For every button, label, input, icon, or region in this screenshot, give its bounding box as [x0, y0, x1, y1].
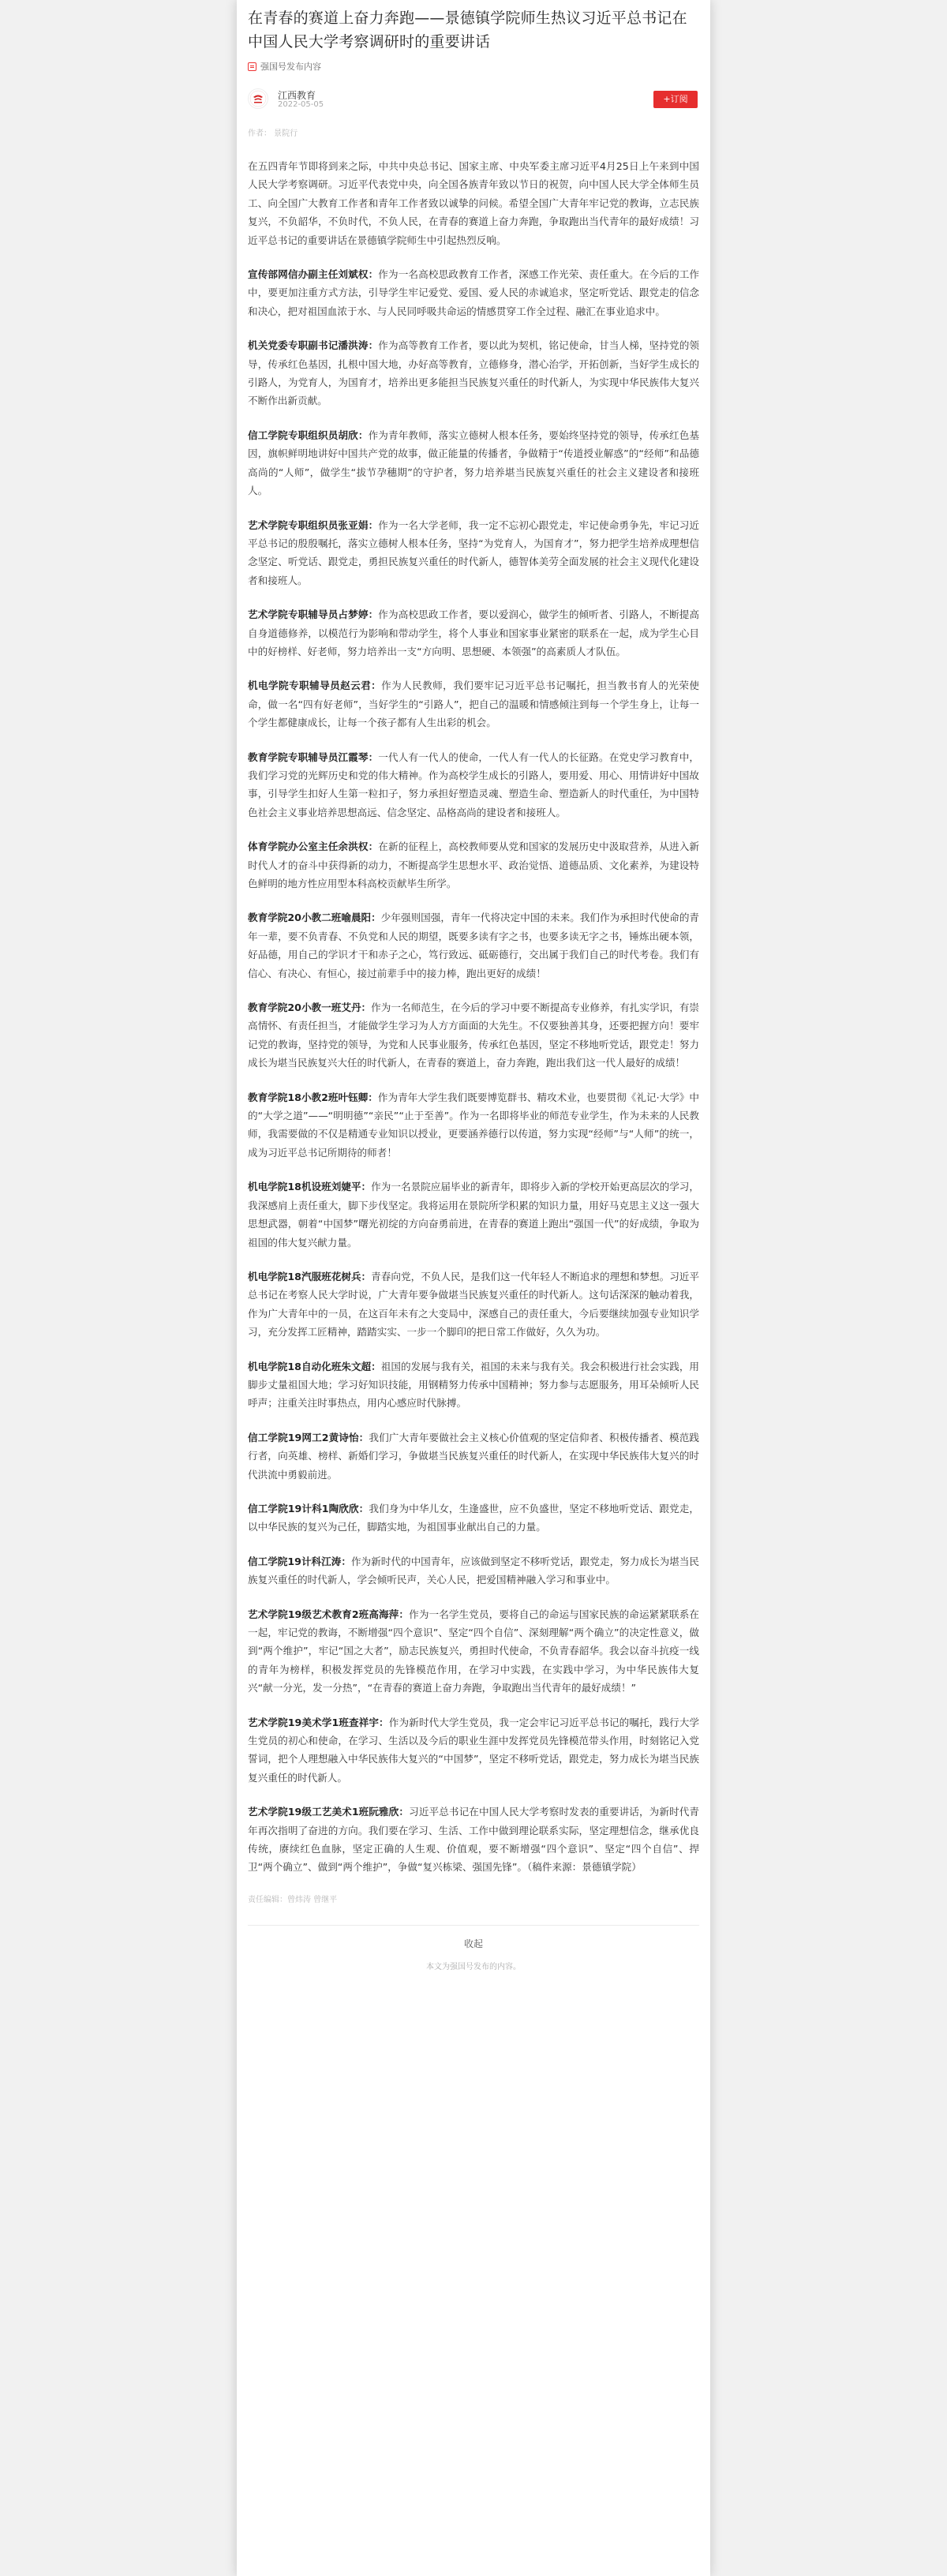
comment-text: 在新的征程上，高校教师要从党和国家的发展历史中汲取营养，从进入新时代人才的奋斗中获得新的动力，不断提高学生思想水平、政治觉悟、道德品质、文化素养，为建设特色鲜明的地方性应用型本科高校贡献毕生所学。: [248, 841, 700, 889]
speaker-name: 艺术学院19级艺术教育2班高海萍：: [248, 1608, 410, 1620]
author-row: [248, 87, 699, 112]
divider: [248, 1925, 699, 1926]
comment-paragraph: [248, 1178, 699, 1252]
speaker-name: 机电学院18自动化班朱文超：: [248, 1360, 381, 1372]
comment-paragraph: [248, 1500, 699, 1537]
speaker-name: 机电学院专职辅导员赵云君：: [248, 680, 382, 692]
comment-text: 作为一名大学老师，我一定不忘初心跟党走，牢记使命勇争先，牢记习近平总书记的殷殷嘱托，落实立德树人根本任务，坚持“为党育人，为国育才”，努力把学生培养成理想信念坚定、听党话、跟党走，勇担民族复兴重任的时代新人，德智体美劳全面发展的社会主义现代化建设者和接班人。: [248, 519, 700, 586]
comment-text: 习近平总书记在中国人民大学考察时发表的重要讲话，为新时代青年再次指明了奋进的方向。我们要在学习、生活、工作中做到理论联系实际，坚定理想信念，继承优良传统，赓续红色血脉，坚定正确的人生观、价值观，要不断增强“四个意识”、坚定“四个自信”、捍卫“两个确立”、做到“两个维护”，争做“复兴栋梁、强国先锋”。（稿件来源：景德镇学院）: [248, 1806, 699, 1874]
comment-text: 作为一名高校思政教育工作者，深感工作光荣、责任重大。在今后的工作中，要更加注重方式方法，引导学生牢记爱党、爱国、爱人民的赤诚追求，坚定听党话、跟党走的信念和决心，把对祖国血浓于水、与人民同呼吸共命运的情感贯穿工作全过程、融汇在事业追求中。: [248, 268, 700, 317]
document-icon: [248, 62, 256, 71]
comment-paragraph: [248, 1088, 699, 1163]
speaker-name: 体育学院办公室主任余洪权：: [248, 841, 379, 853]
speaker-name: 信工学院19网工2黄诗怡：: [248, 1431, 369, 1443]
comment-text: 作为人民教师，我们要牢记习近平总书记嘱托，担当教书育人的光荣使命，做一名“四有好老师”，当好学生的“引路人”，把自己的温暖和情感倾注到每一个学生身上，让每一个学生都健康成长，让每一个孩子都有人生出彩的机会。: [248, 680, 700, 729]
comment-paragraph: [248, 837, 699, 893]
comment-paragraph: [248, 265, 699, 320]
publish-date: 2022-05-05: [278, 100, 324, 109]
comment-text: 祖国的发展与我有关，祖国的未来与我有关。我会积极进行社会实践，用脚步丈量祖国大地；学习好知识技能，用钢精努力传承中国精神；努力参与志愿服务，用耳朵倾听人民呼声；注重关注时事热点，用内心感应时代脉搏。: [248, 1360, 700, 1410]
comment-paragraph: [248, 1428, 699, 1484]
comment-paragraph: [248, 998, 699, 1073]
comment-text: 作为一名景院应届毕业的新青年，即将步入新的学校开始更高层次的学习，我深感肩上责任重大，脚下步伐坚定。我将运用在景院所学积累的知识力量，用好马克思主义这一强大思想武器，朝着“中国梦”曙光初绽的方向奋勇前进，在青春的赛道上跑出“强国一代”的好成绩，争取为祖国的伟大复兴献力量。: [248, 1181, 699, 1249]
speaker-name: 机关党委专职副书记潘洪涛：: [248, 339, 379, 352]
article-page: [237, 0, 710, 2576]
speaker-name: 艺术学院19美术学1班查祥宇：: [248, 1716, 389, 1728]
comment-text: 作为青年大学生我们既要博览群书、精攻术业，也要贯彻《礼记·大学》中的“大学之道”——“明明德”“亲民”“止于至善”。作为一名即将毕业的师范专业学生，作为未来的人民教师，我需要做的不仅是精通专业知识以授业，更要涵养德行以传道，努力实现“经师”与“人师”的统一，成为习近平总书记所期待的师者！: [248, 1091, 699, 1159]
comment-text: 我们广大青年要做社会主义核心价值观的坚定信仰者、积极传播者、模范践行者，向英雄、榜样、新婚们学习，争做堪当民族复兴重任的时代新人，在实现中华民族伟大复兴的时代洪流中勇毅前进。: [248, 1431, 700, 1481]
comment-paragraph: [248, 1357, 699, 1413]
speaker-name: 教育学院18小教2班叶钰卿：: [248, 1091, 378, 1103]
intro-paragraph: 在五四青年节即将到来之际，中共中央总书记、国家主席、中央军委主席习近平4月25日上午来到中国人民大学考察调研。习近平代表党中央，向全国各族青年致以节日的祝贺，向中国人民大学全体师生员工、向全国广大教育工作者和青年工作者致以诚挚的问候。希望全国广大青年牢记党的教诲，立志民族复兴，不负韶华，不负时代，不负人民，在青春的赛道上奋力奔跑，争取跑出当代青年的最好成绩！习近平总书记的重要讲话在景德镇学院师生中引起热烈反响。: [248, 160, 699, 246]
article-body: [248, 157, 699, 1877]
editor-line: 责任编辑：曾炜涛 曾继平: [248, 1895, 338, 1904]
comment-paragraph: [248, 1713, 699, 1788]
comment-paragraph: [248, 336, 699, 410]
comment-text: 作为青年教师，落实立德树人根本任务，要始终坚持党的领导，传承红色基因，旗帜鲜明地讲好中国共产党的故事，做正能量的传播者，争做精于“传道授业解惑”的“经师”和品德高尚的“人师”，做学生“拔节孕穗期”的守护者，努力培养堪当民族复兴重任的社会主义建设者和接班人。: [248, 429, 700, 497]
speaker-name: 艺术学院19级工艺美术1班阮雅欣：: [248, 1806, 410, 1818]
source-label: 强国号发布内容: [260, 62, 321, 72]
comment-paragraph: [248, 1267, 699, 1342]
source-row: [248, 60, 699, 73]
comment-text: 作为高等教育工作者，要以此为契机，铭记使命，甘当人梯，坚持党的领导，传承红色基因，扎根中国大地，办好高等教育，立德修身，潜心治学，开拓创新，当好学生成长的引路人，为党育人，为国育才，培养出更多能担当民族复兴重任的时代新人，为实现中华民族伟大复兴不断作出新贡献。: [248, 339, 700, 407]
speaker-name: 宣传部网信办副主任刘斌权：: [248, 268, 379, 281]
comment-text: 少年强则国强，青年一代将决定中国的未来。我们作为承担时代使命的青年一辈，要不负青春、不负党和人民的期望，既要多读有字之书，也要多读无字之书，锤炼出硬本领，好品德，用自己的学识才干和赤子之心，笃行致远、砥砺德行，交出属于我们自己的时代考卷。我们有信心、有决心、有恒心，接过前辈手中的接力棒，跑出更好的成绩！: [248, 912, 700, 979]
speaker-name: 艺术学院专职辅导员占梦婷：: [248, 608, 379, 621]
comment-paragraph: [248, 1552, 699, 1589]
comment-paragraph: [248, 1803, 699, 1877]
speaker-name: 机电学院18汽服班花树兵：: [248, 1270, 372, 1282]
speaker-name: 信工学院专职组织员胡欣：: [248, 429, 369, 441]
subscribe-button[interactable]: +订阅: [653, 91, 698, 108]
writer-line: 作者： 景院行: [248, 129, 298, 138]
speaker-name: 教育学院专职辅导员江霞琴：: [248, 751, 379, 763]
speaker-name: 机电学院18机设班刘婕平：: [248, 1181, 372, 1193]
speaker-name: 艺术学院专职组织员张亚娟：: [248, 519, 379, 531]
speaker-name: 信工学院19计科江涛：: [248, 1555, 351, 1567]
comment-text: 作为一名学生党员，要将自己的命运与国家民族的命运紧紧联系在一起，牢记党的教诲，不断增强“四个意识”、坚定“四个自信”、深刻理解“两个确立”的决定性意义，做到“两个维护”，牢记“国之大者”，励志民族复兴，勇担时代使命，不负青春韶华。我会以奋斗抗疫一线的青年为榜样，积极发挥党员的先锋模范作用，在学习中实践，在实践中学习，为中华民族伟大复兴“献一分光，发一分热”，“在青春的赛道上奋力奔跑，争取跑出当代青年的最好成绩！”: [248, 1608, 699, 1694]
author-name[interactable]: 江西教育: [278, 90, 316, 101]
speaker-name: 教育学院20小教二班喻晨阳：: [248, 912, 381, 924]
comment-text: 作为一名师范生，在今后的学习中要不断提高专业修养，有扎实学识，有崇高情怀、有责任担当，才能做学生学习为人方方面面的大先生。不仅要独善其身，还要把握方向！要牢记党的教诲，坚持党的领导，为党和人民事业服务，传承红色基因，坚定不移地听党话，跟党走！努力成长为堪当民族复兴大任的时代新人，在青春的赛道上，奋力奔跑，跑出我们这一代人最好的成绩！: [248, 1002, 699, 1069]
comment-text: 作为新时代大学生党员，我一定会牢记习近平总书记的嘱托，践行大学生党员的初心和使命，在学习、生活以及今后的职业生涯中发挥党员先锋模范带头作用，时刻铭记入党誓词，把个人理想融入中华民族伟大复兴的“中国梦”，坚定不移听党话，跟党走，努力成长为堪当民族复兴重任的时代新人。: [248, 1716, 700, 1784]
comment-text: 青春向党，不负人民，是我们这一代年轻人不断追求的理想和梦想。习近平总书记在考察人民大学时说，广大青年要争做堪当民族复兴重任的时代新人。这句话深深的触动着我，作为广大青年中的一员，在这百年未有之大变局中，深感自己的责任重大，今后要继续加强专业知识学习，充分发挥工匠精神，踏踏实实、一步一个脚印的把日常工作做好，久久为功。: [248, 1270, 699, 1339]
comment-paragraph: [248, 908, 699, 983]
comment-text: 作为新时代的中国青年，应该做到坚定不移听党话，跟党走，努力成长为堪当民族复兴重任的时代新人，学会倾听民声，关心人民，把爱国精神融入学习和事业中。: [248, 1555, 699, 1586]
comment-paragraph: [248, 605, 699, 661]
article-container: [248, 6, 699, 1971]
comment-text: 我们身为中华儿女，生逢盛世，应不负盛世，坚定不移地听党话、跟党走，以中华民族的复兴为己任，脚踏实地，为祖国事业献出自己的力量。: [248, 1502, 700, 1533]
comment-text: 一代人有一代人的使命，一代人有一代人的长征路。在党史学习教育中，我们学习党的光辉历史和党的伟大精神。作为高校学生成长的引路人，要用爱、用心、用情讲好中国故事，引导学生扣好人生第一粒扣子，努力承担好塑造灵魂、塑造生命、塑造新人的时代重任，为中国特色社会主义事业培养思想高远、信念坚定、品格高尚的建设者和接班人。: [248, 751, 700, 818]
comment-paragraph: [248, 676, 699, 732]
speaker-name: 信工学院19计科1陶欣欣：: [248, 1502, 369, 1515]
speaker-name: 教育学院20小教一班艾丹：: [248, 1002, 372, 1014]
comment-paragraph: [248, 516, 699, 590]
comment-paragraph: [248, 748, 699, 822]
avatar[interactable]: [248, 88, 268, 109]
comment-paragraph: [248, 426, 699, 500]
footer-note: 本文为强国号发布的内容。: [426, 1962, 521, 1971]
collapse-button[interactable]: 收起: [463, 1938, 483, 1949]
article-title: 在青春的赛道上奋力奔跑——景德镇学院师生热议习近平总书记在中国人民大学考察调研时的重要讲话: [248, 9, 687, 51]
jiangxi-education-logo-icon: [249, 90, 267, 107]
comment-text: 作为高校思政工作者，要以爱润心，做学生的倾听者、引路人，不断提高自身道德修养，以模范行为影响和带动学生，将个人事业和国家事业紧密的联系在一起，成为学生心目中的好榜样、好老师，努力培养出一支“方向明、思想硬、本领强”的高素质人才队伍。: [248, 608, 700, 657]
comment-paragraph: [248, 1605, 699, 1698]
